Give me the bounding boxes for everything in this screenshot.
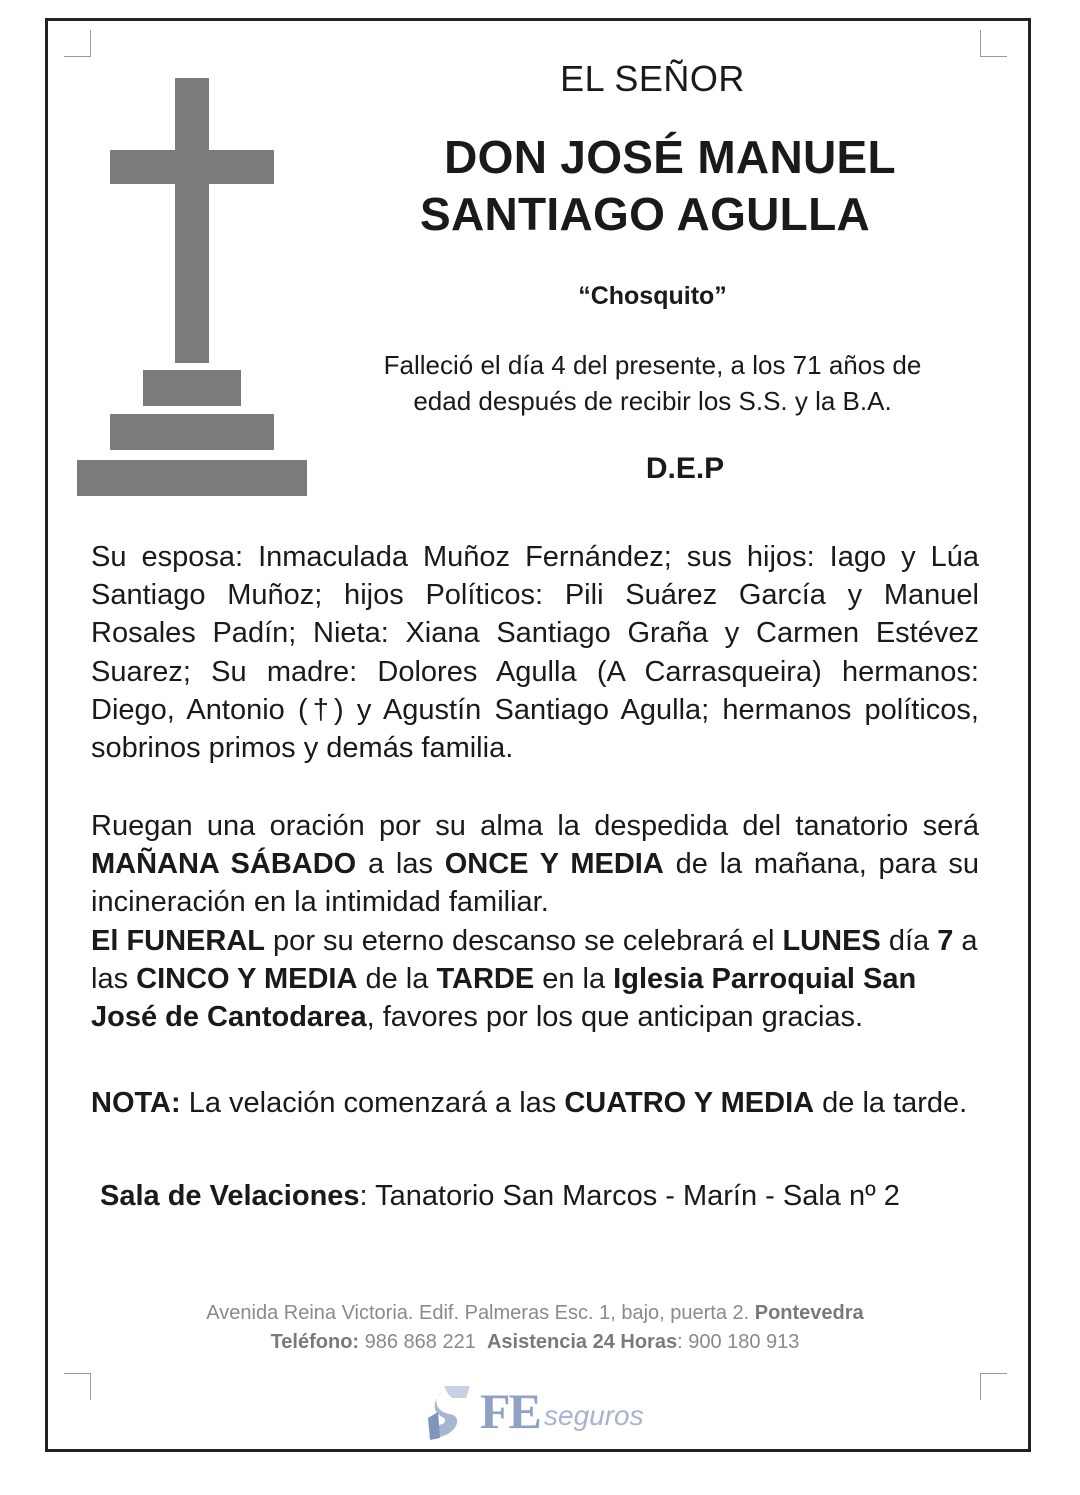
funeral-period: TARDE xyxy=(436,962,535,995)
funeral-time: CINCO Y MEDIA xyxy=(136,962,358,995)
cross-base-step xyxy=(143,370,241,406)
vigil-room-label: Sala de Velaciones xyxy=(100,1180,360,1212)
address-city: Pontevedra xyxy=(754,1302,864,1324)
funeral-label: El FUNERAL xyxy=(91,924,265,957)
text-span: de la tarde. xyxy=(814,1087,968,1119)
note-paragraph xyxy=(91,1084,979,1122)
corner-mark-top-left xyxy=(64,30,91,57)
deceased-name-line2: SANTIAGO AGULLA xyxy=(420,188,870,240)
corner-mark-bottom-right xyxy=(980,1373,1007,1400)
text-span: Ruegan una oración por su alma la despedida del tanatorio será xyxy=(91,810,979,842)
logo-mark-icon xyxy=(426,1382,476,1442)
cross-vertical-beam xyxy=(175,78,209,363)
vigil-room-value: : Tanatorio San Marcos - Marín - Sala nº 2 xyxy=(359,1180,900,1212)
ceremony-paragraph xyxy=(91,807,979,1036)
text-span: día xyxy=(880,924,938,957)
family-paragraph: Su esposa: Inmaculada Muñoz Fernández; sus hijos: Iago y Lúa Santiago Muñoz; hijos Políticos: Pili Suárez García y Manuel Rosales Padín; Nieta: Xiana Santiago Graña y Carmen Estévez Suarez; Su madre: Dolores Agulla (A Carrasqueira) hermanos: Diego, Antonio (†) y Agustín Santiago Agulla; hermanos políticos, sobrinos primos y demás familia. xyxy=(91,541,979,765)
vigil-room xyxy=(100,1180,980,1213)
corner-mark-bottom-left xyxy=(64,1373,91,1400)
text-span: por su eterno descanso se celebrará el xyxy=(265,924,783,957)
footer-address xyxy=(60,1302,1010,1325)
phone-label: Teléfono: xyxy=(270,1331,360,1353)
logo-mark-text: FE xyxy=(480,1383,540,1439)
logo-word: seguros xyxy=(544,1400,644,1431)
farewell-day: MAÑANA SÁBADO xyxy=(91,848,357,881)
vigil-time: CUATRO Y MEDIA xyxy=(564,1087,815,1119)
cross-horizontal-beam xyxy=(110,150,274,184)
death-notice-line1: Falleció el día 4 del presente, a los 71 años de xyxy=(383,350,922,380)
funeral-date: 7 xyxy=(937,924,954,957)
footer-contact xyxy=(60,1331,1010,1354)
corner-mark-top-right xyxy=(980,30,1007,57)
text-span: en la xyxy=(534,962,614,995)
rip-label: D.E.P xyxy=(645,452,725,485)
phone-number: 986 868 221 xyxy=(359,1331,476,1353)
deceased-name-line1: DON JOSÉ MANUEL xyxy=(444,131,896,183)
text-span: , favores por los que anticipan gracias. xyxy=(366,1001,864,1034)
text-span: La velación comenzará a las xyxy=(180,1087,565,1119)
text-span: de la xyxy=(357,962,437,995)
note-label: NOTA: xyxy=(91,1087,181,1119)
text-span: de la mañana, para su incineración en la intimidad familiar. xyxy=(91,848,979,919)
nickname: “Chosquito” xyxy=(578,282,727,310)
text-span: a las xyxy=(356,848,445,881)
cross-base-step xyxy=(77,460,307,496)
death-notice-line2: edad después de recibir los S.S. y la B.A. xyxy=(413,386,892,416)
farewell-text xyxy=(91,807,979,922)
funeral-text xyxy=(91,922,979,1037)
text-span: a las xyxy=(91,924,978,995)
assistance-label: Asistencia 24 Horas xyxy=(486,1331,678,1353)
funeral-day: LUNES xyxy=(782,924,881,957)
fe-seguros-logo xyxy=(426,1382,656,1442)
cross-base-step xyxy=(110,414,274,450)
address-text: Avenida Reina Victoria. Edif. Palmeras Esc. 1, bajo, puerta 2. xyxy=(206,1302,755,1324)
assistance-number: : 900 180 913 xyxy=(677,1331,800,1353)
honorific: EL SEÑOR xyxy=(560,58,745,99)
funeral-church: Iglesia Parroquial San José de Cantodarea xyxy=(91,962,917,1034)
farewell-time: ONCE Y MEDIA xyxy=(444,848,664,881)
